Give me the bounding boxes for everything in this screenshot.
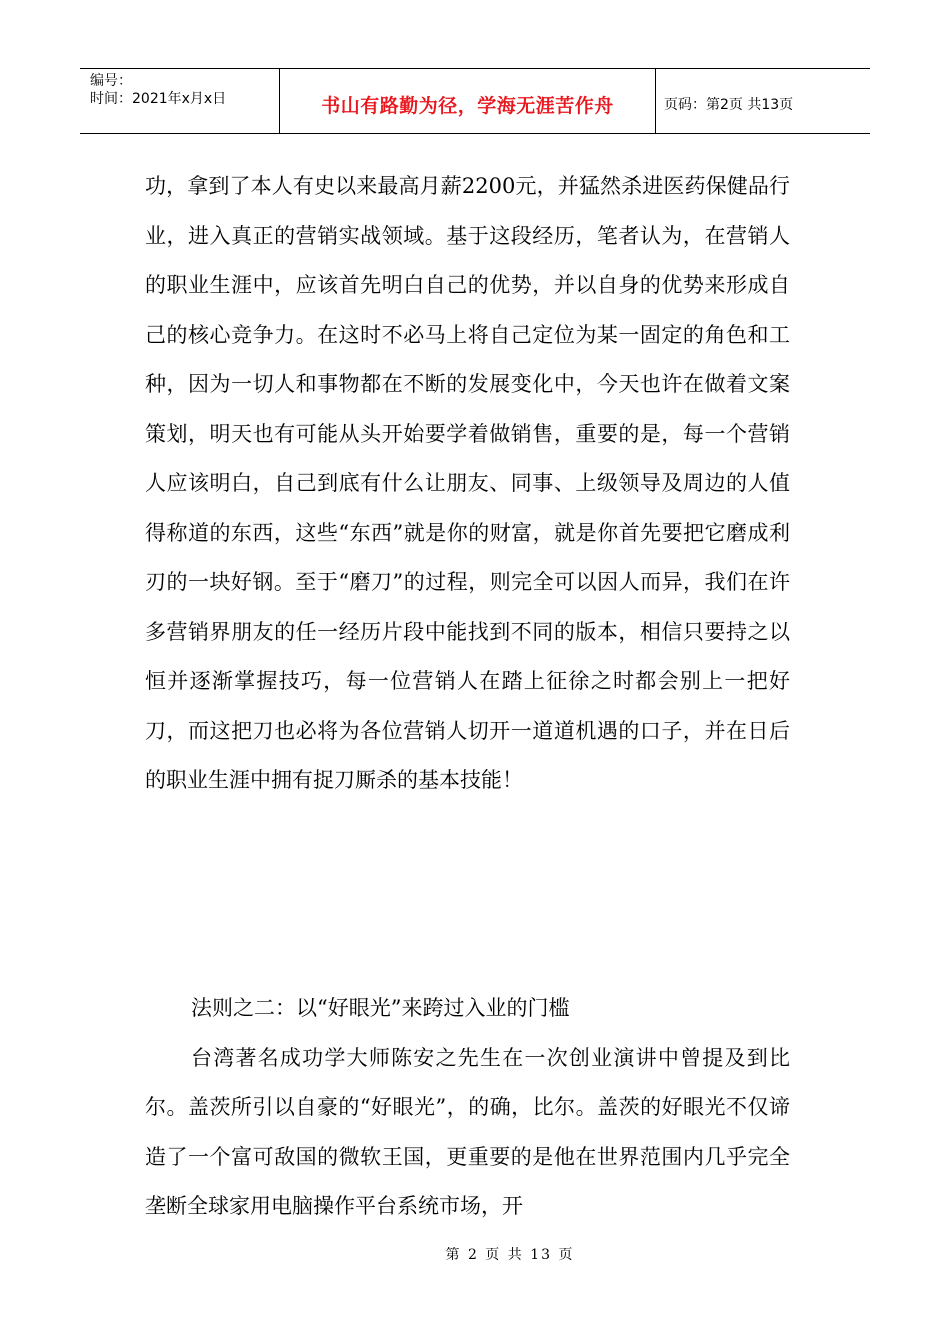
section-heading: 法则之二：以“好眼光”来跨过入业的门槛 [191,996,570,1020]
body-paragraph: 功，拿到了本人有史以来最高月薪2200元，并猛然杀进医药保健品行业，进入真正的营销实战领域。基于这段经历，笔者认为，在营销人的职业生涯中，应该首先明白自己的优势，并以自身的优势来形成自己的核心竞争力。在这时不必马上将自己定位为某一固定的角色和工种，因为一切人和事物都在不断的发展变化中，今天也许在做着文案策划，明天也有可能从头开始要学着做销售，重要的是，每一个营销人应该明白，自己到底有什么让朋友、同事、上级领导及周边的人值得称道的东西，这些“东西”就是你的财富，就是你首先要把它磨成利刃的一块好钢。至于“磨刀”的过程，则完全可以因人而异，我们在许多营销界朋友的任一经历片段中能找到不同的版本，相信只要持之以恒并逐渐掌握技巧，每一位营销人在踏上征徐之时都会别上一把好刀，而这把刀也必将为各位营销人切开一道道机遇的口子，并在日后的职业生涯中拥有捉刀厮杀的基本技能！ [145,174,790,792]
header-table [80,68,870,134]
header-motto-cell [280,69,656,133]
section-rule-two [145,984,790,1232]
document-number-label: 编号： [90,73,132,89]
page-footer: 第 2 页 共 13 页 [445,1247,575,1263]
header-page-info: 页码：第2页 共13页 [664,97,794,113]
document-body [145,162,790,806]
section-paragraph: 台湾著名成功学大师陈安之先生在一次创业演讲中曾提及到比尔。盖茨所引以自豪的“好眼光”，的确，比尔。盖茨的好眼光不仅谛造了一个富可敌国的微软王国，更重要的是他在世界范围内几乎完全垄断全球家用电脑操作平台系统市场，开 [145,1045,790,1218]
header-meta-cell [80,69,280,133]
header-page-cell [656,69,870,133]
document-date: 时间：2021年x月x日 [90,91,227,107]
header-motto: 书山有路勤为径，学海无涯苦作舟 [321,94,614,117]
